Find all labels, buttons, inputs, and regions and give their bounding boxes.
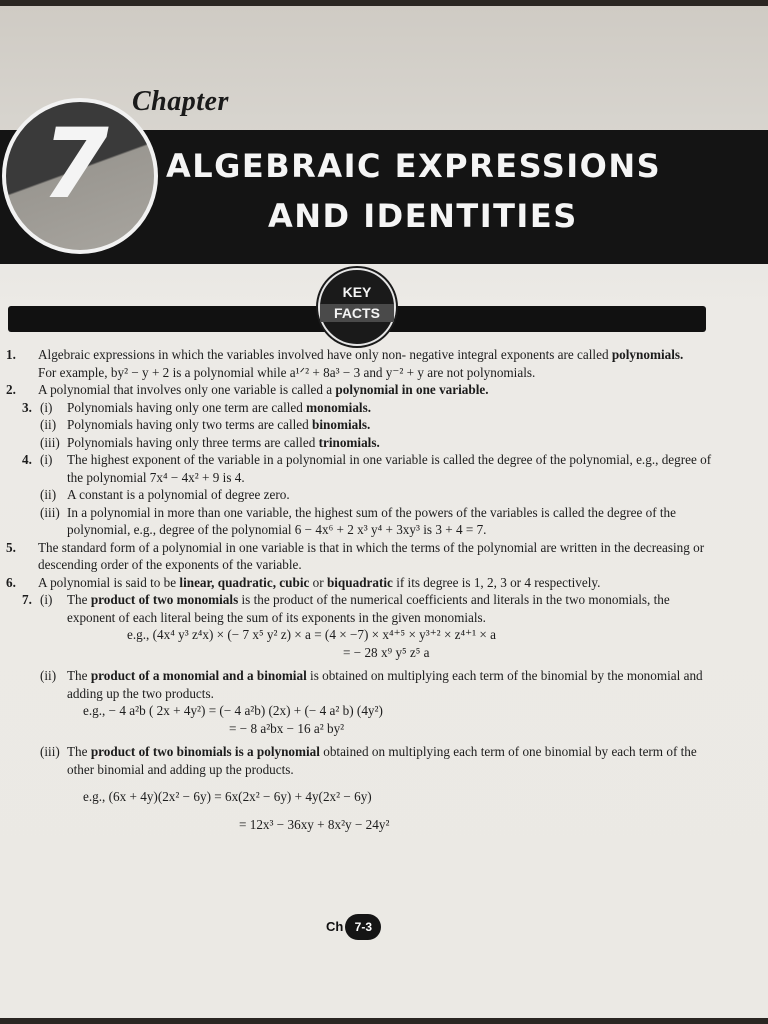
fact-7-i xyxy=(22,591,712,661)
fact-number: 5. xyxy=(6,539,16,555)
roman-numeral: (iii) xyxy=(40,434,60,450)
equation: = 12x³ − 36xy + 8x²y − 24y² xyxy=(239,816,390,832)
roman-numeral: (i) xyxy=(40,452,53,467)
roman-numeral: (i) xyxy=(40,399,53,415)
key-facts-list xyxy=(6,346,712,833)
fact-3-i xyxy=(22,399,712,417)
equation: = − 8 a²bx − 16 a² by² xyxy=(229,720,345,736)
fact-4-i xyxy=(22,451,712,486)
roman-numeral: (ii) xyxy=(40,668,57,683)
fact-text: obtained on multiplying each term of one binomial by each term of the other binomial and adding up the products. xyxy=(67,744,697,777)
fact-text: Polynomials having only three terms are called xyxy=(67,434,316,450)
fact-3 xyxy=(22,399,712,452)
roman-numeral: (iii) xyxy=(40,744,60,759)
fact-term: polynomial in one variable. xyxy=(335,382,489,397)
fact-text: Polynomials having only two terms are called xyxy=(67,417,309,432)
fact-text: A polynomial is said to be xyxy=(38,574,177,590)
fact-number: 2. xyxy=(6,382,16,397)
fact-text: The xyxy=(67,744,88,759)
fact-number: 1. xyxy=(6,347,16,362)
fact-text: In a polynomial in more than one variable, the highest sum of the powers of the variables is called the degree of the polynomial, e.g., degree of the polynomial 6 − 4x⁶ + 2 x³ y⁴ + 3xy³ is 3 + 4 = 7. xyxy=(67,504,676,537)
chapter-number: 7 xyxy=(42,108,109,220)
fact-term: product of a monomial and a binomial xyxy=(90,668,307,683)
fact-term: biquadratic xyxy=(326,574,393,590)
equation: e.g., − 4 a²b ( 2x + 4y²) = (− 4 a²b) (2x) + (− 4 a² b) (4y²) xyxy=(83,703,383,718)
fact-term: binomials. xyxy=(312,417,371,432)
fact-text: is obtained on multiplying each term of the binomial by the monomial and adding up the two products. xyxy=(67,668,703,701)
page-footer xyxy=(326,914,381,940)
fact-6 xyxy=(6,574,712,592)
roman-numeral: (iii) xyxy=(40,504,60,520)
fact-2 xyxy=(6,381,712,399)
fact-text: or xyxy=(312,574,324,590)
key-facts-line-2: FACTS xyxy=(320,304,394,322)
fact-term: trinomials. xyxy=(318,434,380,450)
fact-number: 4. xyxy=(22,452,32,467)
fact-term: polynomials. xyxy=(611,347,684,362)
fact-1 xyxy=(6,346,712,381)
fact-number: 3. xyxy=(22,399,32,415)
fact-text: The standard form of a polynomial in one variable is that in which the terms of the polynomial are written in the decreasing or descending order of the exponents of the variable. xyxy=(38,539,705,572)
chapter-title-line-2: AND IDENTITIES xyxy=(268,197,578,235)
fact-text: if its degree is 1, 2, 3 or 4 respectively. xyxy=(396,574,601,590)
fact-text: Polynomials having only one term are called xyxy=(67,399,303,415)
fact-text: Algebraic expressions in which the variables involved have only non- negative integral exponents are called xyxy=(38,347,609,362)
roman-numeral: (ii) xyxy=(40,487,57,502)
fact-3-iii xyxy=(22,434,712,452)
fact-3-ii xyxy=(22,416,712,434)
fact-4-ii xyxy=(22,486,712,504)
fact-4-iii xyxy=(22,504,712,539)
fact-7-ii xyxy=(22,667,712,737)
fact-text: A constant is a polynomial of degree zero. xyxy=(67,487,290,502)
chapter-number-badge xyxy=(2,98,158,254)
footer-prefix: Ch xyxy=(326,919,344,934)
fact-term: monomials. xyxy=(306,399,371,415)
page-number: 7-3 xyxy=(345,914,381,940)
key-facts-line-1: KEY xyxy=(342,284,372,300)
fact-term: product of two binomials is a polynomial xyxy=(90,744,320,759)
equation: = − 28 x⁹ y⁵ z⁵ a xyxy=(343,644,430,660)
roman-numeral: (i) xyxy=(40,592,53,607)
fact-text: The highest exponent of the variable in a polynomial in one variable is called the degree of the polynomial, e.g., degree of the polynomial 7x⁴ − 4x² + 9 is 4. xyxy=(67,452,712,485)
fact-text: The xyxy=(67,592,88,607)
fact-4 xyxy=(22,451,712,539)
chapter-title-line-1: ALGEBRAIC EXPRESSIONS xyxy=(166,147,662,185)
chapter-label: Chapter xyxy=(132,86,229,117)
fact-7 xyxy=(22,591,712,833)
equation: e.g., (4x⁴ y³ z⁴x) × (− 7 x⁵ y² z) × a = (4 × −7) × x⁴⁺⁵ × y³⁺² × z⁴⁺¹ × a xyxy=(127,627,496,642)
roman-numeral: (ii) xyxy=(40,417,57,432)
fact-number: 6. xyxy=(6,574,16,590)
equation: e.g., (6x + 4y)(2x² − 6y) = 6x(2x² − 6y) + 4y(2x² − 6y) xyxy=(83,789,372,804)
fact-term: linear, quadratic, cubic xyxy=(179,574,310,590)
fact-term: product of two monomials xyxy=(90,592,239,607)
fact-7-iii xyxy=(22,743,712,833)
fact-text: is the product of the numerical coefficients and literals in the two monomials, the exponent of each literal being the sum of its exponents in the given monomials. xyxy=(67,592,670,625)
fact-number: 7. xyxy=(22,592,32,607)
book-page xyxy=(0,6,768,1018)
fact-text: The xyxy=(67,668,88,683)
fact-example: For example, by² − y + 2 is a polynomial while a¹ᐟ² + 8a³ − 3 and y⁻² + y are not polynomials. xyxy=(38,364,536,380)
fact-text: A polynomial that involves only one variable is called a xyxy=(38,382,333,397)
key-facts-badge xyxy=(318,268,396,346)
fact-5 xyxy=(6,539,712,574)
